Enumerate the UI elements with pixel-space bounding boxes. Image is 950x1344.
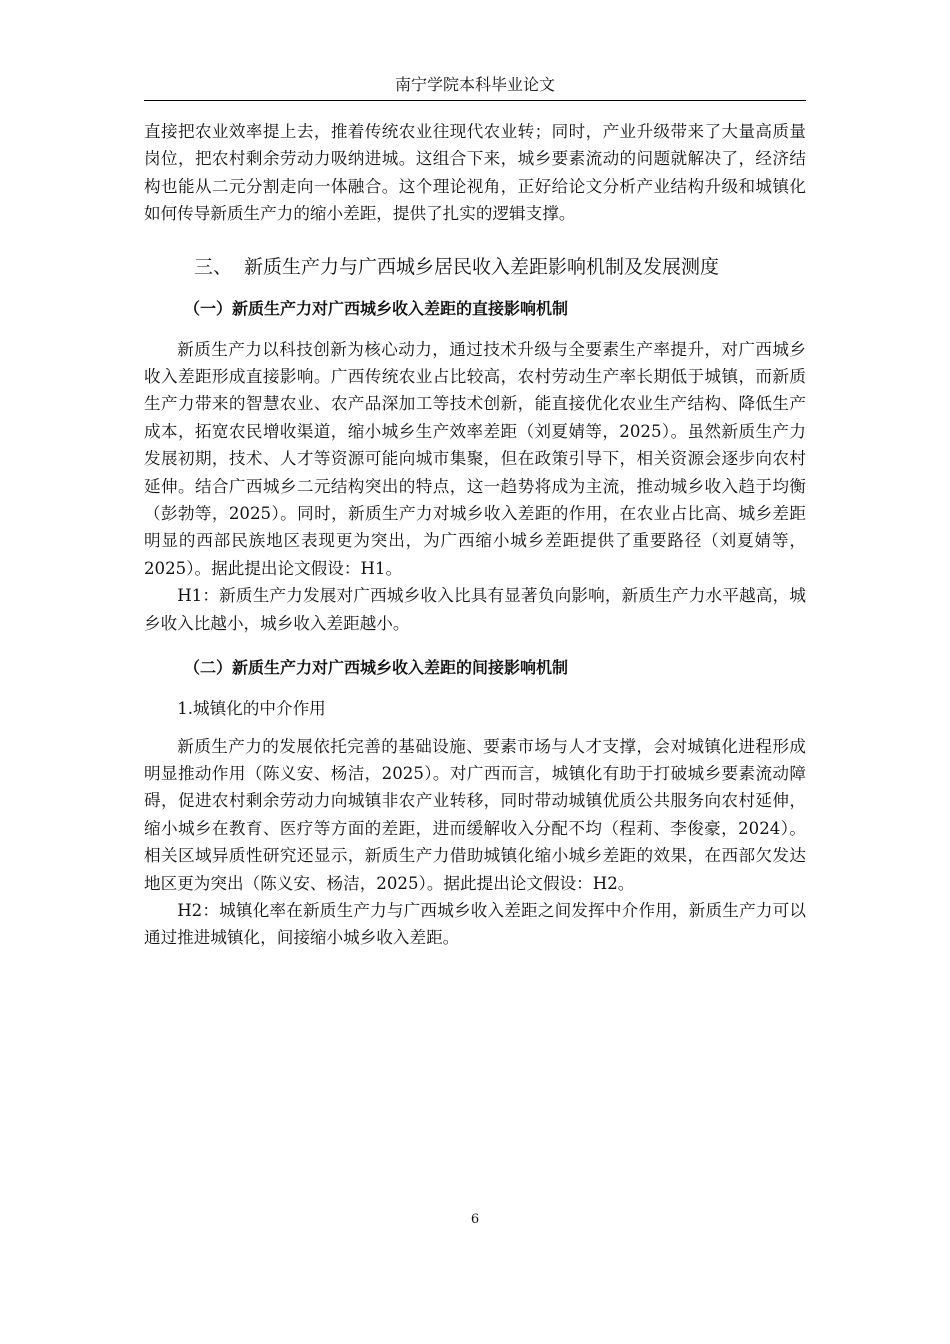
section-heading xyxy=(144,252,806,282)
page-body xyxy=(144,118,806,952)
intro-paragraph: 直接把农业效率提上去，推着传统农业往现代农业转；同时，产业升级带来了大量高质量岗位，把农村剩余劳动力吸纳进城。这组合下来，城乡要素流动的问题就解决了，经济结构也能从二元分割走向一体融合。这个理论视角，正好给论文分析产业结构升级和城镇化如何传导新质生产力的缩小差距，提供了扎实的逻辑支撑。 xyxy=(144,122,806,224)
item-heading-urbanization: 1.城镇化的中介作用 xyxy=(177,699,326,719)
paragraph-direct-mechanism: 新质生产力以科技创新为核心动力，通过技术升级与全要素生产率提升，对广西城乡收入差距形成直接影响。广西传统农业占比较高，农村劳动生产率长期低于城镇，而新质生产力带来的智慧农业、农产品深加工等技术创新，能直接优化农业生产结构、降低生产成本，拓宽农民增收渠道，缩小城乡生产效率差距（刘夏婧等，2025）。虽然新质生产力发展初期，技术、人才等资源可能向城市集聚，但在政策引导下，相关资源会逐步向农村延伸。结合广西城乡二元结构突出的特点，这一趋势将成为主流，推动城乡收入趋于均衡（彭勃等，2025）。同时，新质生产力对城乡收入差距的作用，在农业占比高、城乡差距明显的西部民族地区表现更为突出，为广西缩小城乡差距提供了重要路径（刘夏婧等，2025）。据此提出论文假设：H1。 xyxy=(144,339,806,578)
subsection-heading-indirect: （二）新质生产力对广西城乡收入差距的间接影响机制 xyxy=(184,658,569,678)
paragraph-indirect-mechanism: 新质生产力的发展依托完善的基础设施、要素市场与人才支撑，会对城镇化进程形成明显推动作用（陈义安、杨洁，2025）。对广西而言，城镇化有助于打破城乡要素流动障碍，促进农村剩余劳动力向城镇非农产业转移，同时带动城镇优质公共服务向农村延伸，缩小城乡在教育、医疗等方面的差距，进而缓解收入分配不均（程莉、李俊豪，2024）。相关区域异质性研究还显示，新质生产力借助城镇化缩小城乡差距的效果，在西部欠发达地区更为突出（陈义安、杨洁，2025）。据此提出论文假设：H2。 xyxy=(144,736,806,893)
section-title: 新质生产力与广西城乡居民收入差距影响机制及发展测度 xyxy=(244,255,720,278)
running-header: 南宁学院本科毕业论文 xyxy=(394,75,555,94)
hypothesis-h2: H2：城镇化率在新质生产力与广西城乡收入差距之间发挥中介作用，新质生产力可以通过推进城镇化，间接缩小城乡收入差距。 xyxy=(144,900,806,948)
subsection-heading-direct: （一）新质生产力对广西城乡收入差距的直接影响机制 xyxy=(184,298,569,318)
section-number: 三、 xyxy=(194,255,233,278)
hypothesis-h1: H1：新质生产力发展对广西城乡收入比具有显著负向影响，新质生产力水平越高，城乡收入比越小，城乡收入差距越小。 xyxy=(144,586,806,633)
header-rule xyxy=(144,100,806,101)
page-number: 6 xyxy=(470,1212,480,1227)
